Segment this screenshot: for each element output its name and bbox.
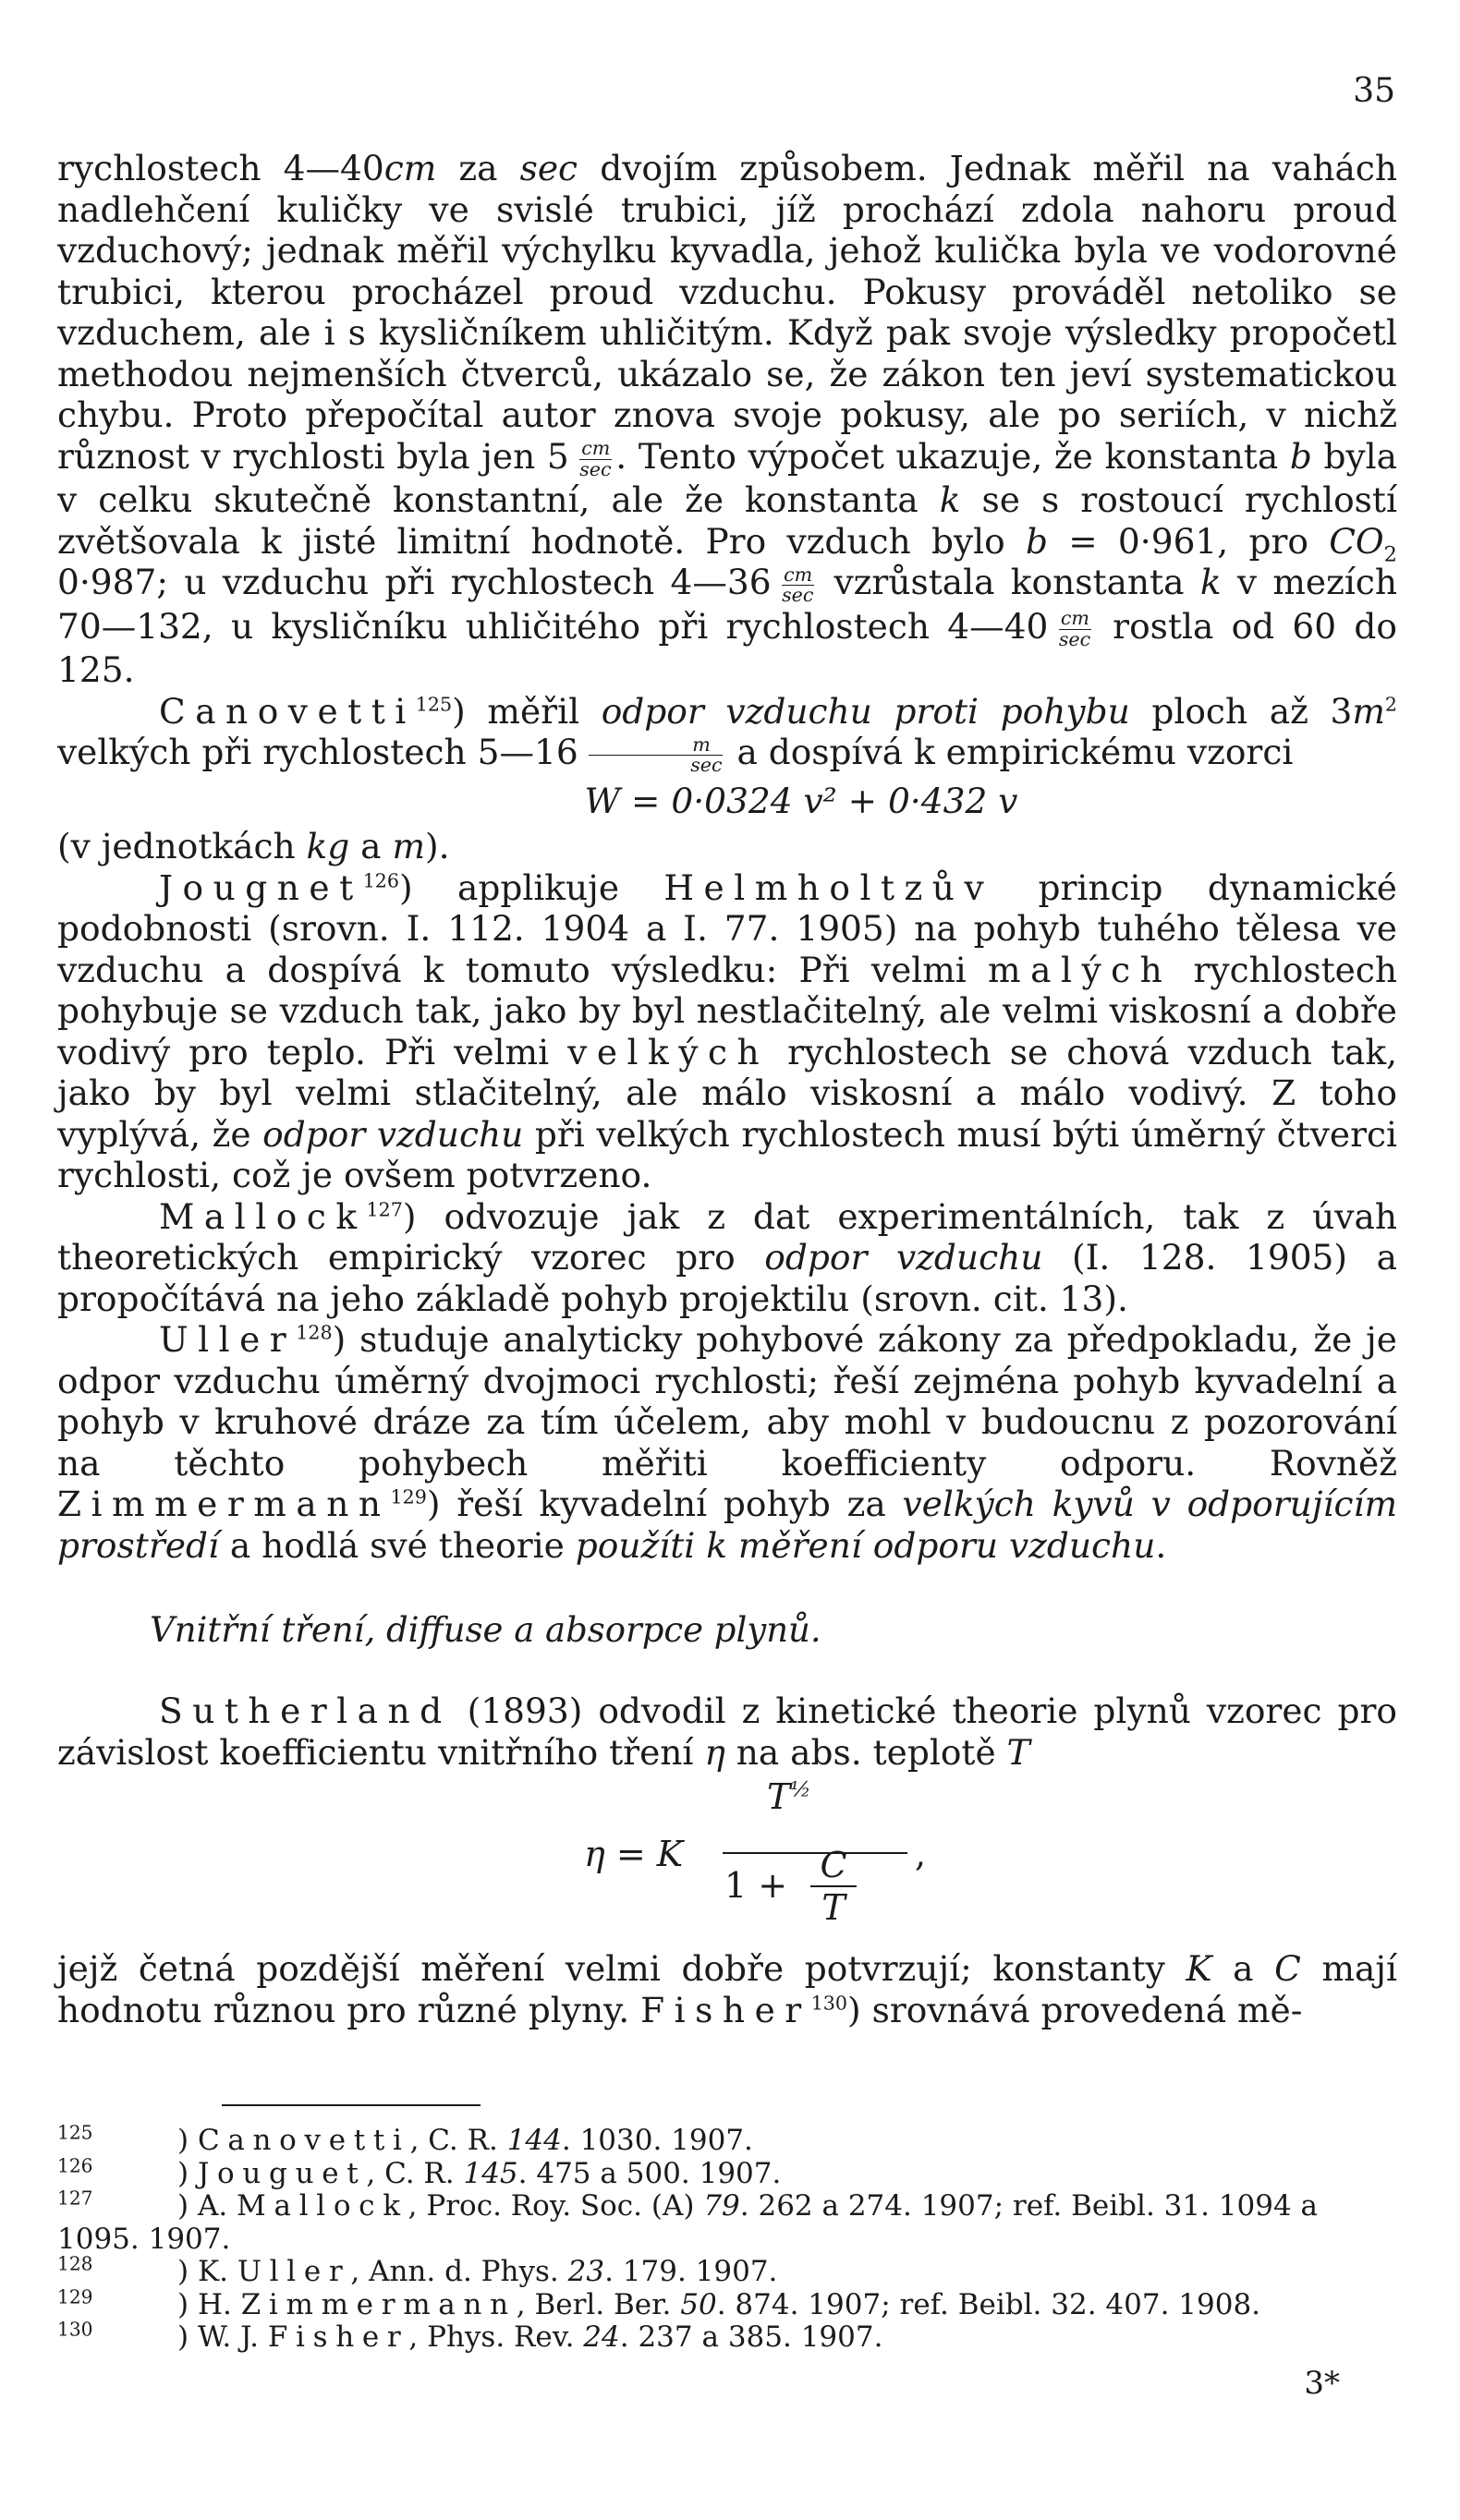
footnotes — [57, 2121, 1397, 2355]
paragraph-5: Uller$^{128}$) studuje analyticky pohybové zákony za předpokladu, že je odpor vzduchu úměrný dvojmoci rychlosti; řeší zejména pohyb kyvadelní a pohyb v kruhové dráze za tím účelem, aby mohl v budoucnu z pozorování na těchto pohybech měřiti koefficienty odporu. Rovněž Zimmermann$^{129}$) řeší kyvadelní pohyb za velkých kyvů v odporujícím prostředí a hodlá své theorie použíti k měření odporu vzduchu. — [57, 1319, 1397, 1566]
paragraph-1: rychlostech 4—40cm za sec dvojím způsobem. Jednak měřil na vahách nadlehčení kuličky ve svislé trubici, jíž prochází zdola nahoru proud vzduchový; jednak měřil výchylku kyvadla, jehož kulička byla ve vodorovné trubici, kterou procházel proud vzduchu. Pokusy prováděl netoliko se vzduchem, ale i s kysličníkem uhličitým. Když pak svoje výsledky propočetl methodou nejmenších čtverců, ukázalo se, že zákon ten jeví systematickou chybu. Proto přepočítal autor znova svoje pokusy, ale po seriích, v nichž různost v rychlosti byla jen 5 $\frac{cm}{\sec}$ . Tento výpočet ukazuje, že konstanta b byla v celku skutečně konstantní, ale že konstanta k se s rostoucí rychlostí zvětšovala k jisté limitní hodnotě. Pro vzduch bylo b = 0·961, pro $CO_2$ 0·987; u vzduchu při rychlostech 4—36 $\frac{cm}{\sec}$ vzrůstala konstanta k v mezích 70—132, u kysličníku uhličitého při rychlostech 4—40 $\frac{cm}{\sec}$ rostla od 60 do 125. — [57, 148, 1397, 691]
fraction-cm-sec: $\frac{cm}{\sec}$ — [782, 563, 814, 607]
footnote: $^{130}$ ) W. J. Fisher, Phys. Rev. 24. 237 a 385. 1907. — [57, 2318, 883, 2354]
paragraph-6: Sutherland (1893) odvodil z kinetické theorie plynů vzorec pro závislost koefficientu vnitřního tření η na abs. teplotě T — [57, 1690, 1397, 1773]
fraction-m-sec: $\frac{m}{\sec}$ — [589, 735, 722, 776]
page-number: 35 — [1353, 72, 1395, 110]
footnote: $^{126}$ ) Jouguet, C. R. 145. 475 a 500. 1907. — [57, 2154, 782, 2190]
footnote: $^{129}$ ) H. Zimmermann, Berl. Ber. 50. 874. 1907; ref. Beibl. 32. 407. 1908. — [57, 2285, 1261, 2321]
paragraph-4: Mallock$^{127}$) odvozuje jak z dat experimentálních, tak z úvah theoretických empirický vzorec pro odpor vzduchu (I. 128. 1905) a propočítává na jeho základě pohyb projektilu (srovn. cit. 13). — [57, 1195, 1397, 1319]
footnote-rule — [222, 2104, 481, 2106]
section-heading: Vnitřní tření, diffuse a absorpce plynů. — [150, 1610, 821, 1651]
signature-mark: 3* — [1304, 2365, 1340, 2402]
equation-sutherland: η = K $T^{\frac{1}{2}}$ 1 + C T , — [584, 1776, 927, 1929]
footnote: $^{128}$ ) K. Uller, Ann. d. Phys. 23. 179. 1907. — [57, 2252, 778, 2288]
fraction-cm-sec: $\frac{cm}{\sec}$ — [579, 436, 612, 480]
footnote: $^{125}$ ) Canovetti, C. R. 144. 1030. 1907. — [57, 2121, 753, 2157]
fraction-cm-sec: $\frac{cm}{\sec}$ — [1058, 607, 1091, 650]
units-line: (v jednotkách kg a m). — [57, 826, 450, 867]
equation-resistance: W = 0·0324 v² + 0·432 v — [584, 781, 1018, 822]
paragraph-3: Jougnet$^{126}$) applikuje Helmholtzův princip dynamické podobnosti (srovn. I. 112. 1904 a I. 77. 1905) na pohyb tuhého tělesa ve vzduchu a dospívá k tomuto výsledku: Při velmi malých rychlostech pohybuje se vzduch tak, jako by byl nestlačitelný, ale velmi viskosní a dobře vodivý pro teplo. Při velmi velkých rychlostech se chová vzduch tak, jako by byl velmi stlačitelný, ale málo viskosní a málo vodivý. Z toho vyplývá, že odpor vzduchu při velkých rychlostech musí býti úměrný čtverci rychlosti, což je ovšem potvrzeno. — [57, 866, 1397, 1196]
main-text — [57, 148, 1397, 2030]
paragraph-2: Canovetti$^{125}$) měřil odpor vzduchu proti pohybu ploch až $3m^2$ velkých při rychlostech 5—16 $\frac{m}{\sec}$ a dospívá k empirickému vzorci — [57, 690, 1398, 777]
footnote: $^{127}$ ) A. Mallock, Proc. Roy. Soc. (A) 79. 262 a 274. 1907; ref. Beibl. 31. 1094 a 1095. 1907. — [57, 2187, 1319, 2256]
paragraph-7: jejž četná pozdější měření velmi dobře potvrzují; konstanty K a C mají hodnotu různou pro různé plyny. Fisher$^{130}$) srovnává provedená mě- — [57, 1948, 1398, 2030]
